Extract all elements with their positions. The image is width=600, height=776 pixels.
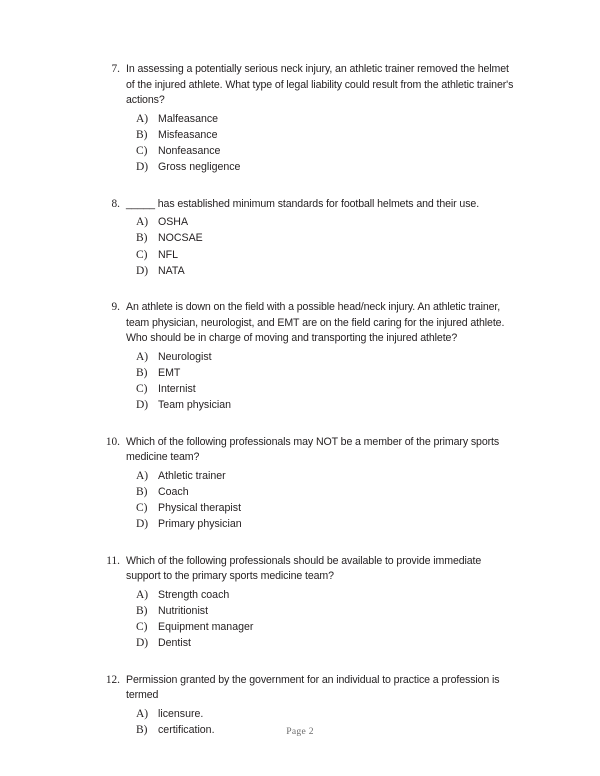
option-item[interactable] [126, 484, 516, 500]
option-text: NOCSAE [158, 232, 203, 245]
option-letter: C) [136, 145, 148, 158]
option-text: EMT [158, 366, 181, 379]
option-text: Misfeasance [158, 128, 218, 141]
option-item[interactable] [126, 143, 516, 159]
option-item[interactable] [126, 349, 516, 365]
option-text: Primary physician [158, 518, 242, 531]
option-letter: A) [136, 469, 149, 482]
option-letter: B) [136, 604, 148, 617]
question-number: 9. [111, 301, 120, 313]
option-list [126, 468, 516, 533]
question-list [104, 62, 516, 738]
option-text: Team physician [158, 399, 232, 412]
option-letter: A) [136, 216, 149, 229]
option-letter: B) [136, 232, 148, 245]
option-letter: D) [136, 161, 149, 174]
option-text: Dentist [158, 637, 191, 650]
option-letter: A) [136, 588, 149, 601]
option-item[interactable] [126, 468, 516, 484]
option-item[interactable] [126, 247, 516, 263]
option-text: OSHA [158, 216, 189, 229]
option-letter: C) [136, 248, 148, 261]
question-stem: _____ has established minimum standards for football helmets and their use. [126, 197, 480, 210]
question-number: 12. [105, 673, 120, 686]
option-item[interactable] [126, 111, 516, 127]
question-stem: In assessing a potentially serious neck injury, an athletic trainer removed the helmet of the injured athlete. What type of legal liability could result from the athletic trainer's actions? [126, 63, 514, 107]
option-item[interactable] [126, 397, 516, 413]
option-letter: B) [136, 723, 148, 736]
question-number: 8. [111, 197, 120, 210]
option-list [126, 214, 516, 279]
question-item [104, 300, 516, 414]
option-text: NFL [158, 248, 179, 261]
option-letter: C) [136, 502, 148, 515]
option-item[interactable] [126, 263, 516, 279]
question-number: 7. [111, 63, 120, 75]
option-letter: D) [136, 518, 149, 531]
option-item[interactable] [126, 706, 516, 722]
question-body [126, 62, 516, 176]
question-number: 11. [106, 554, 120, 567]
question-number: 10. [105, 435, 120, 448]
option-letter: A) [136, 707, 149, 720]
option-item[interactable] [126, 365, 516, 381]
option-letter: A) [136, 112, 149, 125]
option-letter: C) [136, 383, 148, 396]
page-footer: Page 2 [286, 726, 314, 737]
question-stem: Permission granted by the government for an individual to practice a profession is termed [126, 673, 500, 702]
option-text: Neurologist [158, 350, 212, 363]
option-item[interactable] [126, 159, 516, 175]
option-letter: B) [136, 366, 148, 379]
question-body [126, 554, 516, 652]
option-text: Gross negligence [158, 161, 241, 174]
option-list [126, 111, 516, 176]
option-item[interactable] [126, 635, 516, 651]
option-text: Internist [158, 383, 196, 396]
option-letter: A) [136, 350, 149, 363]
option-list [126, 587, 516, 652]
option-item[interactable] [126, 230, 516, 246]
option-item[interactable] [126, 603, 516, 619]
option-letter: B) [136, 128, 148, 141]
option-letter: D) [136, 399, 149, 412]
option-item[interactable] [126, 381, 516, 397]
option-text: Physical therapist [158, 502, 242, 515]
option-list [126, 349, 516, 414]
question-body [126, 435, 516, 533]
option-item[interactable] [126, 127, 516, 143]
option-item[interactable] [126, 587, 516, 603]
option-item[interactable] [126, 214, 516, 230]
option-text: certification. [158, 723, 215, 736]
question-item [104, 554, 516, 652]
option-text: licensure. [158, 707, 204, 720]
option-text: Equipment manager [158, 621, 254, 634]
option-item[interactable] [126, 619, 516, 635]
option-letter: D) [136, 264, 149, 277]
option-item[interactable] [126, 500, 516, 516]
question-stem: Which of the following professionals may NOT be a member of the primary sports medicine team? [126, 435, 500, 464]
option-text: Nonfeasance [158, 145, 221, 158]
option-text: Strength coach [158, 588, 230, 601]
option-text: Malfeasance [158, 112, 219, 125]
option-letter: D) [136, 637, 149, 650]
option-item[interactable] [126, 516, 516, 532]
question-stem: An athlete is down on the field with a possible head/neck injury. An athletic trainer, team physician, neurologist, and EMT are on the field caring for the injured athlete. Who should be in charge of moving and transporting the injured athlete? [126, 301, 505, 345]
question-item [104, 197, 516, 279]
option-letter: B) [136, 485, 148, 498]
question-body [126, 300, 516, 414]
option-text: Athletic trainer [158, 469, 226, 482]
question-body [126, 197, 516, 279]
option-text: Nutritionist [158, 604, 209, 617]
question-item [104, 62, 516, 176]
option-letter: C) [136, 621, 148, 634]
option-text: NATA [158, 264, 185, 277]
option-text: Coach [158, 485, 189, 498]
question-stem: Which of the following professionals should be available to provide immediate support to the primary sports medicine team? [126, 554, 482, 583]
question-item [104, 435, 516, 533]
